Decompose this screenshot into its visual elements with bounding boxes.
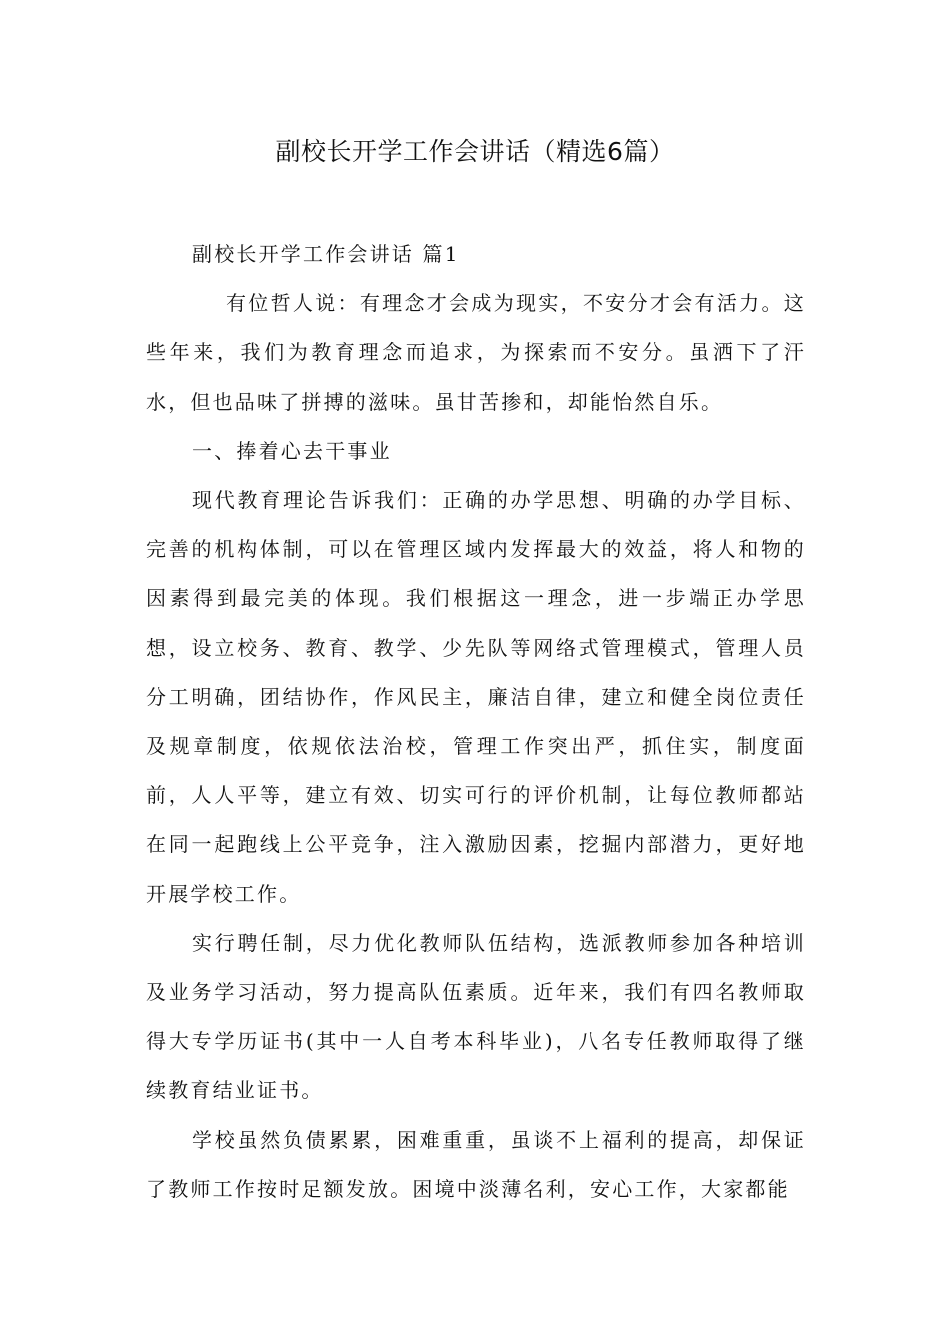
paragraph-management: 现代教育理论告诉我们：正确的办学思想、明确的办学目标、完善的机构体制，可以在管理区域内发挥最大的效益，将人和物的因素得到最完美的体现。我们根据这一理念，进一步端正办学思想，设立校务、教育、教学、少先队等网络式管理模式，管理人员分工明确，团结协作，作风民主，廉洁自律，建立和健全岗位责任及规章制度，依规依法治校，管理工作突出严，抓住实，制度面前，人人平等，建立有效、切实可行的评价机制，让每位教师都站在同一起跑线上公平竞争，注入激励因素，挖掘内部潜力，更好地开展学校工作。 — [146, 488, 806, 906]
paragraph-staffing: 实行聘任制，尽力优化教师队伍结构，选派教师参加各种培训及业务学习活动，努力提高队伍素质。近年来，我们有四名教师取得大专学历证书(其中一人自考本科毕业)，八名专任教师取得了继续教育结业证书。 — [146, 930, 806, 1103]
document-title: 副校长开学工作会讲话（精选6篇） — [275, 137, 675, 166]
section-heading: 副校长开学工作会讲话 篇1 — [192, 242, 460, 266]
document-body — [146, 230, 806, 1214]
subsection-heading: 一、捧着心去干事业 — [192, 438, 392, 463]
paragraph-salary: 学校虽然负债累累，困难重重，虽谈不上福利的提高，却保证了教师工作按时足额发放。困境中淡薄名利，安心工作，大家都能 — [146, 1127, 806, 1201]
paragraph-intro: 有位哲人说：有理念才会成为现实，不安分才会有活力。这些年来，我们为教育理念而追求，为探索而不安分。虽洒下了汗水，但也品味了拼搏的滋味。虽甘苦掺和，却能怡然自乐。 — [146, 291, 806, 414]
